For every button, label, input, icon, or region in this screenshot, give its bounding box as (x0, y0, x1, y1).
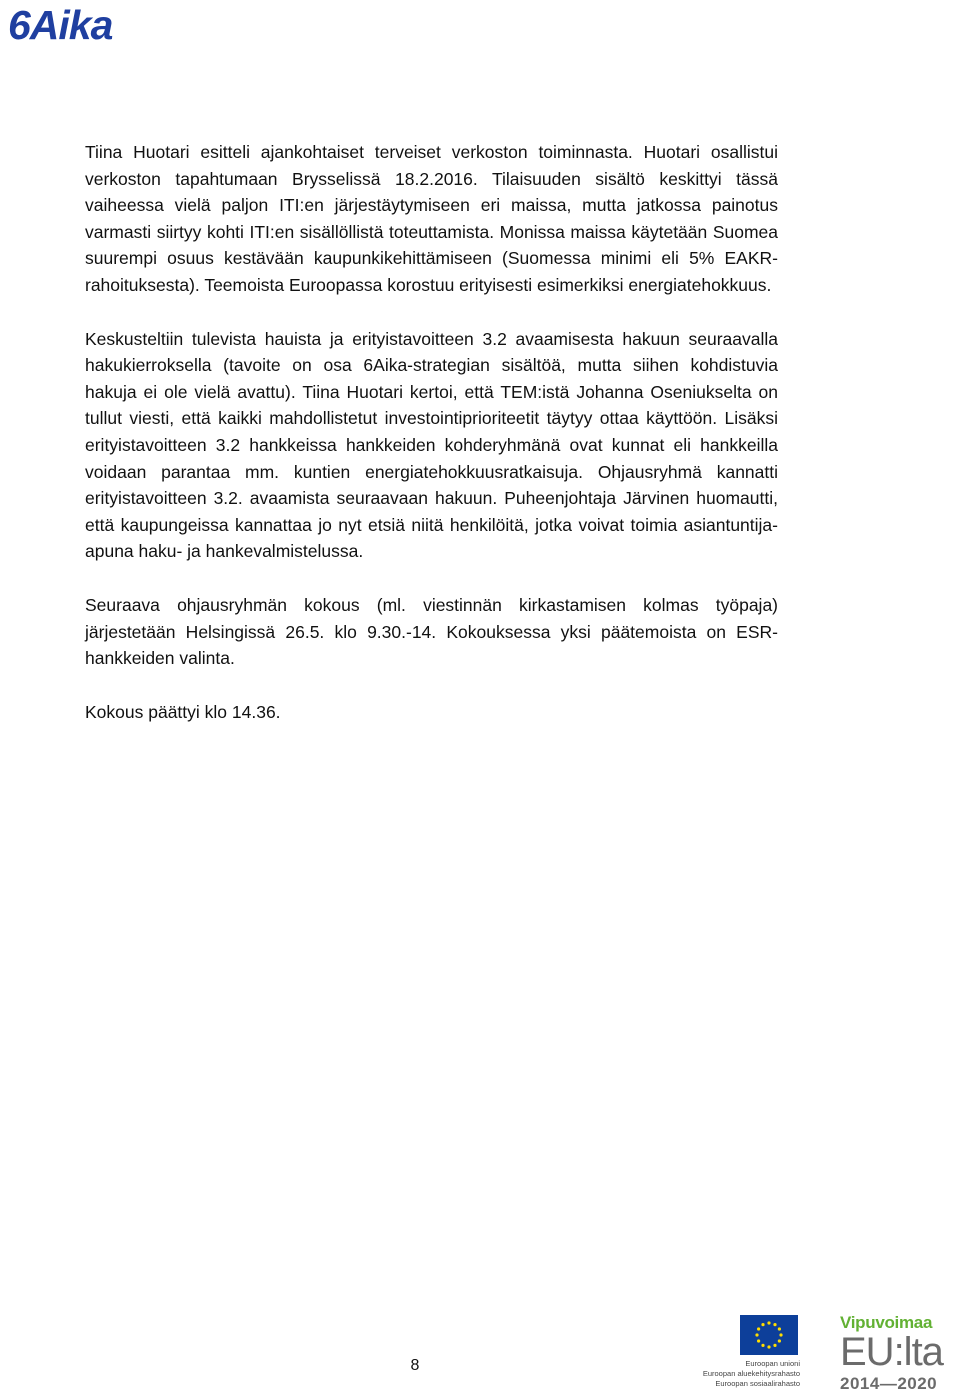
eu-star (767, 1345, 770, 1348)
eu-star (778, 1339, 781, 1342)
eu-star (757, 1339, 760, 1342)
vipuvoimaa-years: 2014—2020 (840, 1374, 938, 1393)
eu-flag-icon (740, 1315, 798, 1355)
eu-star (773, 1323, 776, 1326)
eu-star (778, 1327, 781, 1330)
paragraph-meeting-closed: Kokous päättyi klo 14.36. (85, 701, 281, 722)
vipuvoimaa-eu: EU:lta (840, 1330, 943, 1374)
eu-star (757, 1327, 760, 1330)
eu-star (767, 1321, 770, 1324)
eu-text (664, 1359, 800, 1389)
paragraph-next-meeting: Seuraava ohjausryhmän kokous (ml. viestinnän kirkastamisen kolmas työpaja) järjestetään Helsingissä 26.5. klo 9.30.-14. Kokouksessa yksi päätemoista on ESR-hankkeiden valinta. (85, 594, 778, 669)
eu-star (761, 1323, 764, 1326)
document-body (85, 139, 778, 725)
page-number: 8 (410, 1357, 420, 1374)
eu-line-union: Euroopan unioni (745, 1359, 800, 1368)
vipuvoimaa-title: Vipuvoimaa (840, 1313, 933, 1332)
eu-star (779, 1333, 782, 1336)
paragraph-network-news: Tiina Huotari esitteli ajankohtaiset terveiset verkoston toiminnasta. Huotari osallistui verkoston tapahtumaan Brysselissä 18.2.2016. Tilaisuuden sisältö keskittyi tässä vaiheessa vielä paljon ITI:en järjestäytymiseen eri maissa, mutta jatkossa painotus varmasti siirtyy kohti ITI:en sisällöllistä toteuttamista. Monissa maissa käytetään Suomea suurempi osuus kestävään kaupunkikehittämiseen (Suomessa minimi eli 5% EAKR-rahoituksesta). Teemoista Euroopassa korostuu erityisesti esimerkiksi energiatehokkuus. (85, 142, 778, 295)
eu-line-regional-fund: Euroopan aluekehitysrahasto (702, 1369, 800, 1378)
eu-line-social-fund: Euroopan sosiaalirahasto (715, 1379, 800, 1388)
paragraph-upcoming-calls: Keskusteltiin tulevista hauista ja erityistavoitteen 3.2 avaamisesta hakuun seuraavalla hakukierroksella (tavoite on osa 6Aika-strategian sisältöä, mutta siihen kohdistuvia hakuja ei ole vielä avattu). Tiina Huotari kertoi, että TEM:istä Johanna Oseniukselta on tullut viesti, että kaikki mahdollistetut investointiprioriteetit täytyy ottaa käyttöön. Lisäksi erityistavoitteen 3.2 hankkeissa hankkeiden kohderyhmänä ovat kunnat eli hankkeilla voidaan parantaa mm. kuntien energiatehokkuusratkaisuja. Ohjausryhmä kannatti erityistavoitteen 3.2. avaamista seuraavaan hakuun. Puheenjohtaja Järvinen huomautti, että kaupungeissa kannattaa jo nyt etsiä niitä henkilöitä, jotka voivat toimia asiantuntija-apuna haku- ja hankevalmistelussa. (85, 328, 778, 562)
eu-logo-block (664, 1313, 800, 1393)
eu-star (761, 1344, 764, 1347)
vipuvoimaa-logo (838, 1313, 958, 1393)
eu-star (755, 1333, 758, 1336)
svg-text:6Aika: 6Aika (8, 2, 113, 46)
eu-star (773, 1344, 776, 1347)
6aika-logo (6, 2, 146, 46)
